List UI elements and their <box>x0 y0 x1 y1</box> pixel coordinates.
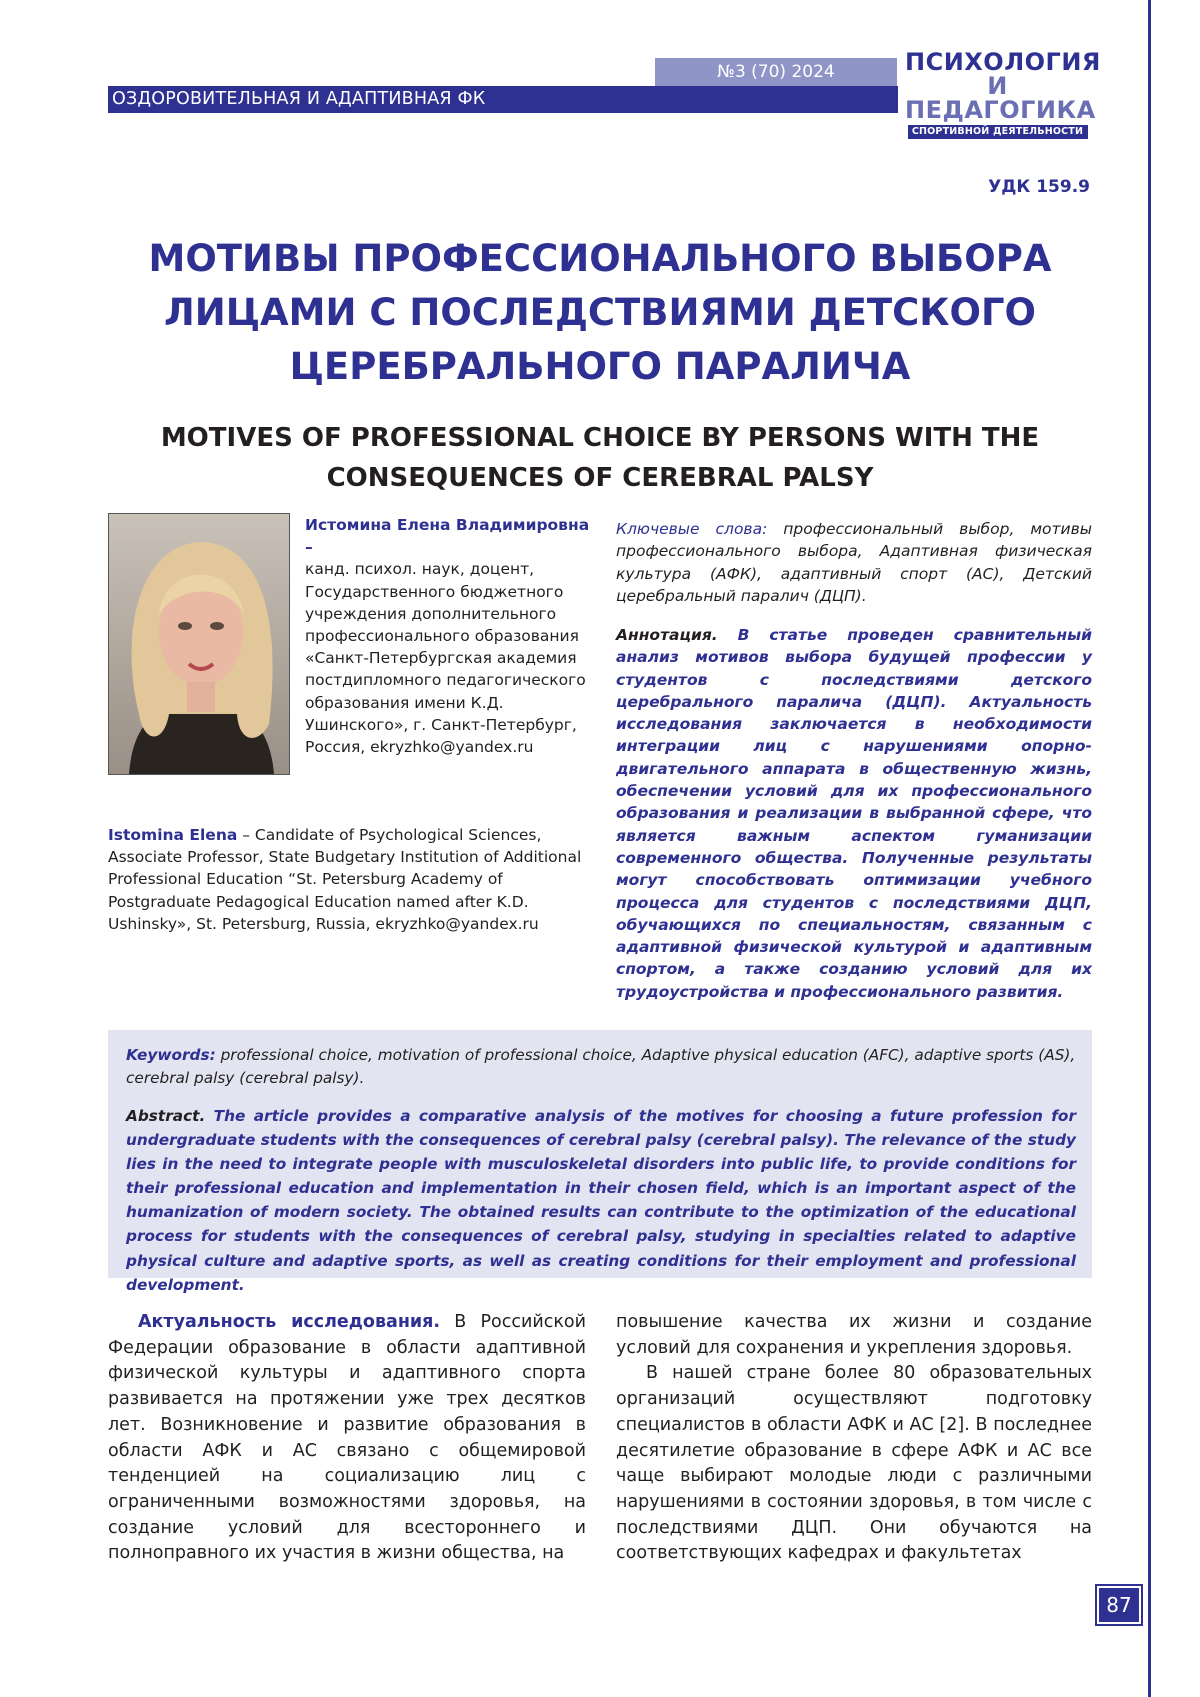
journal-logo <box>905 48 1101 137</box>
section-header: ОЗДОРОВИТЕЛЬНАЯ И АДАПТИВНАЯ ФК <box>108 86 898 113</box>
body-section-label: Актуальность исследования. <box>138 1312 441 1332</box>
author-affiliation-en: – Candidate of Psychological Sciences, Associate Professor, State Budgetary Institution of Additional Professional Education “St. Petersburg Academy of Postgraduate Pedagogical Education named after K.D. Ushinsky», St. Petersburg, Russia, ekryzhko@yandex.ru <box>108 826 582 933</box>
abstract-ru-text: В статье проведен сравнительный анализ мотивов выбора будущей профессии у студентов с последствиями детского церебрального паралича (ДЦП). Актуальность исследования заключается в необходимости интеграции лиц с нарушениями опорно-двигательного аппарата в общественную жизнь, обеспечении условий для их профессионального образования и реализации в выбранной сфере, что является важным аспектом гуманизации современного общества. Полученные результаты могут способствовать оптимизации учебного процесса для студентов с последствиями ДЦП, обучающихся по специальностям, связанным с адаптивной физической культурой и адаптивным спортом, а также созданию условий для их трудоустройства и профессионального развития. <box>616 626 1092 1001</box>
abstract-en-label: Abstract. <box>126 1107 206 1125</box>
logo-line-1: ПСИХОЛОГИЯ <box>905 48 1101 76</box>
article-title-ru: МОТИВЫ ПРОФЕССИОНАЛЬНОГО ВЫБОРА ЛИЦАМИ С ПОСЛЕДСТВИЯМИ ДЕТСКОГО ЦЕРЕБРАЛЬНОГО ПАРАЛИЧА <box>148 237 1052 388</box>
portrait-graphic <box>109 514 289 774</box>
abstract-en <box>126 1104 1076 1297</box>
keywords-ru-text: профессиональный выбор, мотивы профессионального выбора, Адаптивная физическая культура (АФК), адаптивный спорт (АС), Детский церебральный паралич (ДЦП). <box>616 520 1092 605</box>
logo-line-3: СПОРТИВНОЙ ДЕЯТЕЛЬНОСТИ <box>908 125 1088 139</box>
page-edge-line <box>1148 0 1151 1697</box>
body-column-left <box>108 1310 586 1567</box>
body-column-right <box>616 1310 1092 1567</box>
abstract-ru <box>616 624 1092 1003</box>
abstract-ru-label: Аннотация. <box>616 626 718 644</box>
author-info-en <box>108 824 598 935</box>
page-number: 87 <box>1095 1584 1143 1626</box>
keywords-ru-label: Ключевые слова: <box>616 520 768 538</box>
logo-line-2: И ПЕДАГОГИКА <box>905 72 1096 124</box>
issue-label: №3 (70) 2024 <box>655 58 897 86</box>
author-affiliation-ru: канд. психол. наук, доцент, Государственного бюджетного учреждения дополнительного профессионального образования «Санкт-Петербургская академия постдипломного педагогического образования имени К.Д. Ушинского», г. Санкт-Петербург, Россия, ekryzhko@yandex.ru <box>305 560 586 757</box>
abstract-en-text: The article provides a comparative analysis of the motives for choosing a future profession for undergraduate students with the consequences of cerebral palsy (cerebral palsy). The relevance of the study lies in the need to integrate people with musculoskeletal disorders into public life, to provide conditions for their professional education and implementation in their chosen field, which is an important aspect of the humanization of modern society. The obtained results can contribute to the optimization of the educational process for students with the consequences of cerebral palsy, studying in specialties related to adaptive physical culture and adaptive sports, as well as creating conditions for their employment and professional development. <box>126 1107 1076 1294</box>
author-name-ru: Истомина Елена Владимировна – <box>305 516 590 557</box>
keywords-en <box>126 1044 1076 1089</box>
body-right-paragraph-1: повышение качества их жизни и создание условий для сохранения и укрепления здоровья. <box>616 1312 1092 1358</box>
keywords-en-text: professional choice, motivation of professional choice, Adaptive physical education (AFC), adaptive sports (AS), cerebral palsy (cerebral palsy). <box>126 1046 1076 1087</box>
keywords-en-label: Keywords: <box>126 1046 216 1064</box>
author-photo <box>108 513 290 775</box>
article-title-en: MOTIVES OF PROFESSIONAL CHOICE BY PERSONS WITH THE CONSEQUENCES OF CEREBRAL PALSY <box>160 423 1040 493</box>
udc-code: УДК 159.9 <box>988 177 1090 197</box>
author-name-en: Istomina Elena <box>108 826 238 844</box>
body-left-text: В Российской Федерации образование в области адаптивной физической культуры и адаптивного спорта развивается на протяжении уже трех десятков лет. Возникновение и развитие образования в области АФК и АС связано с общемировой тенденцией на социализацию лиц с ограниченными возможностями здоровья, на создание условий для всестороннего и полноправного их участия в жизни общества, на <box>108 1312 586 1564</box>
body-right-paragraph-2: В нашей стране более 80 образовательных организаций осуществляют подготовку специалистов в области АФК и АС [2]. В последнее десятилетие образование в сфере АФК и АС все чаще выбирают молодые люди с различными нарушениями в состоянии здоровья, в том числе с последствиями ДЦП. Они обучаются на соответствующих кафедрах и факультетах <box>616 1363 1092 1564</box>
keywords-ru <box>616 518 1092 607</box>
author-info-ru <box>305 514 595 758</box>
